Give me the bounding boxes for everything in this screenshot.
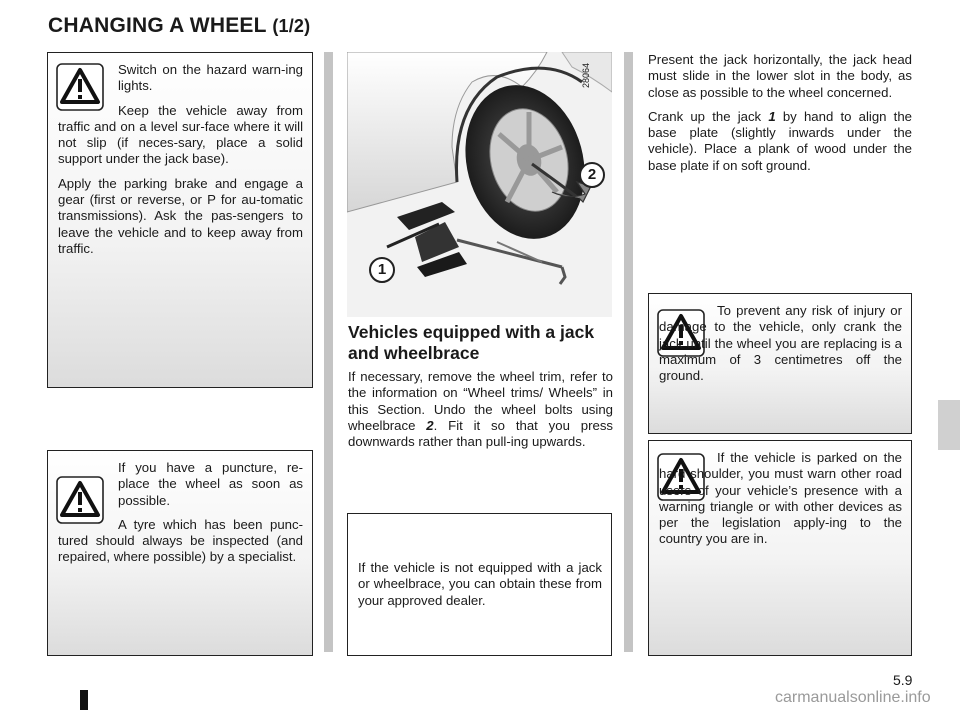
page-marker: [80, 690, 88, 710]
body-text: If necessary, remove the wheel trim, refer to the information on “Wheel trims/ Wheels” in this Section. Undo the wheel bolts using wheelbrace: [348, 369, 613, 433]
ref-2: 2: [426, 417, 434, 433]
page-number: 5.9: [893, 672, 913, 688]
section-heading: Vehicles equipped with a jack and wheelbrace: [348, 322, 595, 363]
warning-text: Keep the vehicle away from traffic and on a level sur-face where it will not slip (if neces-sary, place a solid support under the jack base).: [58, 102, 303, 167]
warning-text: Switch on the hazard warn-ing lights.: [118, 62, 303, 94]
callout-2: 2: [579, 162, 605, 188]
warning-text: If the vehicle is parked on the hard shoulder, you must warn other road users of your vehicle’s presence with a warning triangle or with other devices as per the legislation apply-ing to the country you are in.: [659, 450, 902, 547]
warning-box-hazard: [47, 52, 313, 388]
section-thumb-tab: [938, 400, 960, 450]
body-text: Present the jack horizontally, the jack head must slide in the lower slot in the body, as close as possible to the wheel concerned.: [648, 52, 912, 100]
body-text: by hand to align the base plate (slightly inwards under the vehicle). Place a plank of wood under the base plate if on soft ground.: [648, 108, 912, 173]
note-box-dealer: [347, 513, 612, 656]
jack-illustration: [347, 52, 612, 317]
title-text: CHANGING A WHEEL: [48, 14, 267, 37]
column-gutter-right: [624, 52, 633, 652]
column-gutter-left: [324, 52, 333, 652]
body-text: . Fit it so that you press downwards rather than pull-ing upwards.: [348, 417, 614, 450]
warning-box-puncture: [47, 450, 313, 656]
body-text-wheelbrace: [348, 369, 613, 458]
warning-text: To prevent any risk of injury or damage to the vehicle, only crank the jack until the wheel you are replacing is a maximum of 3 centimetres off the ground.: [659, 303, 902, 384]
note-text: If the vehicle is not equipped with a jack or wheelbrace, you can obtain these from your approved dealer.: [358, 560, 602, 608]
warning-box-hard-shoulder: [648, 440, 912, 656]
warning-text: Apply the parking brake and engage a gear (first or reverse, or P for au-tomatic transmissions). Ask the pas-sengers to leave the vehicle and to keep away from traffic.: [58, 175, 303, 256]
body-text: Crank up the jack: [648, 108, 769, 124]
watermark: carmanualsonline.info: [775, 689, 931, 706]
callout-1: 1: [369, 257, 395, 283]
warning-box-crank: [648, 293, 912, 434]
figure-ref: 28064: [581, 62, 591, 88]
page-title: [48, 14, 310, 38]
body-text-jack: [648, 52, 912, 182]
ref-1: 1: [768, 108, 776, 124]
warning-text: A tyre which has been punc-tured should always be inspected (and repaired, where possible) by a specialist.: [58, 516, 303, 565]
title-part: (1/2): [272, 16, 311, 36]
warning-text: If you have a puncture, re-place the wheel as soon as possible.: [118, 460, 303, 508]
